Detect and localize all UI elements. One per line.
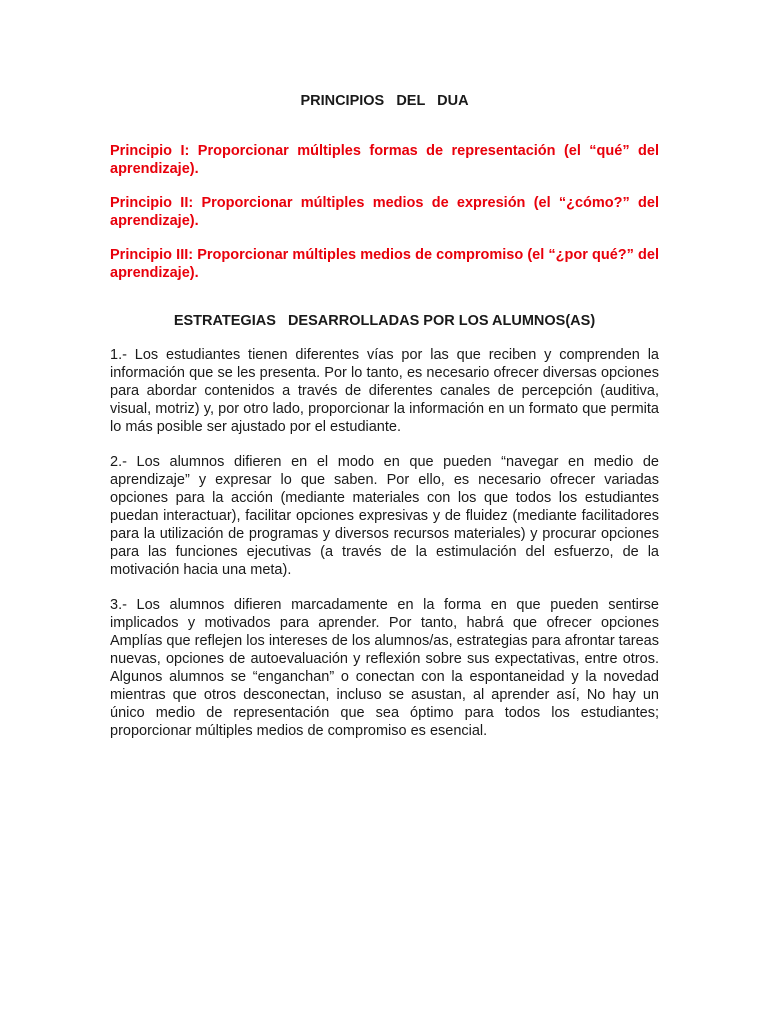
principle-1: Principio I: Proporcionar múltiples formas de representación (el “qué” del aprendizaje). [110, 143, 659, 177]
paragraph-2: 2.- Los alumnos difieren en el modo en que pueden “navegar en medio de aprendizaje” y expresar lo que saben. Por ello, es necesario ofrecer variadas opciones para la acción (mediante materiales con los que todos los estudiantes puedan interactuar), facilitar opciones expresivas y de fluidez (mediante facilitadores para la utilización de programas y diversos recursos materiales) y procurar opciones para las funciones ejecutivas (a través de la estimulación del esfuerzo, de la motivación hacia una meta). [110, 454, 659, 578]
section-title: ESTRATEGIAS DESARROLLADAS POR LOS ALUMNOS(AS) [173, 313, 596, 329]
document-page [110, 92, 659, 757]
paragraph-3: 3.- Los alumnos difieren marcadamente en la forma en que pueden sentirse implicados y motivados para aprender. Por tanto, habrá que ofrecer opciones Amplías que reflejen los intereses de los alumnos/as, estrategias para afrontar tareas nuevas, opciones de autoevaluación y reflexión sobre sus expectativas, entre otros. Algunos alumnos se “enganchan” o conectan con la espontaneidad y la novedad mientras que otros desconectan, incluso se asustan, al aprender así, No hay un único medio de representación que sea óptimo para todos los estudiantes; proporcionar múltiples medios de compromiso es esencial. [110, 597, 659, 739]
paragraph-1: 1.- Los estudiantes tienen diferentes vías por las que reciben y comprenden la información que se les presenta. Por lo tanto, es necesario ofrecer diversas opciones para abordar contenidos a través de diferentes canales de percepción (auditiva, visual, motriz) y, por otro lado, proporcionar la información en un formato que permita lo más posible ser ajustado por el estudiante. [110, 347, 659, 435]
principle-3: Principio III: Proporcionar múltiples medios de compromiso (el “¿por qué?” del aprendizaje). [110, 247, 659, 281]
document-title: PRINCIPIOS DEL DUA [300, 93, 469, 109]
principle-2: Principio II: Proporcionar múltiples medios de expresión (el “¿cómo?” del aprendizaje). [110, 195, 659, 229]
